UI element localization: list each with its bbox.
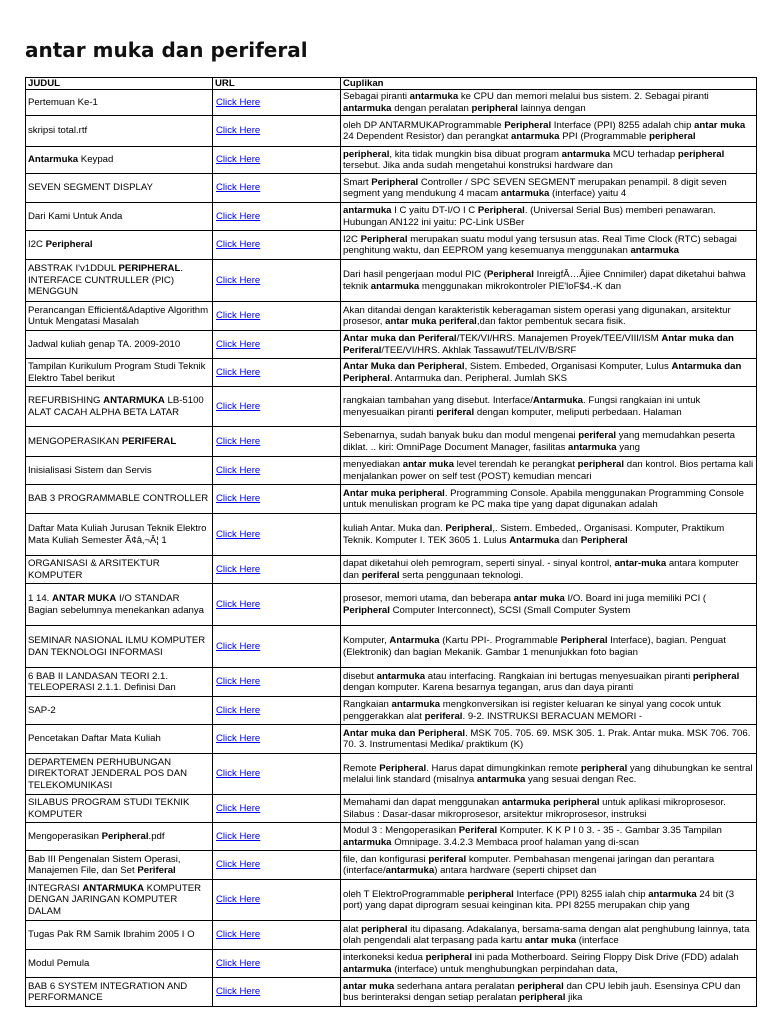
table-row: [26, 457, 757, 485]
cell-url: [213, 260, 341, 302]
cell-judul: Antarmuka Keypad: [26, 147, 213, 174]
click-here-link[interactable]: Click Here: [216, 957, 261, 969]
table-row: [26, 754, 757, 795]
table-row: [26, 697, 757, 725]
table-row: [26, 331, 757, 359]
cell-url: [213, 90, 341, 116]
click-here-link[interactable]: Click Here: [216, 859, 261, 871]
cell-cuplikan: Antar Muka dan Peripheral, Sistem. Embeded, Organisasi Komputer, Lulus Antarmuka dan Peripheral. Antarmuka dan. Peripheral. Jumlah SKS: [341, 359, 757, 387]
click-here-link[interactable]: Click Here: [216, 733, 261, 745]
table-row: [26, 231, 757, 260]
cell-judul: Daftar Mata Kuliah Jurusan Teknik Elektro Mata Kuliah Semester Ã¢â‚¬Â¦ 1: [26, 514, 213, 556]
click-here-link[interactable]: Click Here: [216, 400, 261, 412]
cell-url: [213, 823, 341, 851]
click-here-link[interactable]: Click Here: [216, 310, 261, 322]
cell-url: [213, 697, 341, 725]
click-here-link[interactable]: Click Here: [216, 704, 261, 716]
table-row: [26, 485, 757, 514]
cell-judul: Mengoperasikan Peripheral.pdf: [26, 823, 213, 851]
cell-cuplikan: Antar muka peripheral. Programming Console. Apabila menggunakan Programming Console untuk menuliskan program ke PC maka tipe yang dapat digunakan adalah: [341, 485, 757, 514]
click-here-link[interactable]: Click Here: [216, 435, 261, 447]
cell-url: [213, 485, 341, 514]
cell-url: [213, 359, 341, 387]
click-here-link[interactable]: Click Here: [216, 563, 261, 575]
table-row: [26, 626, 757, 668]
cell-cuplikan: menyediakan antar muka level terendah ke perangkat peripheral dan kontrol. Bios pertama kali menjalankan power on self test (POST) kemudian mencari: [341, 457, 757, 485]
cell-cuplikan: file, dan konfigurasi periferal komputer. Pembahasan mengenai jaringan dan perantara (interface/antarmuka) antara hardware (seperti chipset dan: [341, 851, 757, 880]
table-row: [26, 147, 757, 174]
click-here-link[interactable]: Click Here: [216, 182, 261, 194]
table-row: [26, 823, 757, 851]
cell-judul: INTEGRASI ANTARMUKA KOMPUTER DENGAN JARINGAN KOMPUTER DALAM: [26, 880, 213, 921]
table-row: [26, 427, 757, 457]
cell-url: [213, 921, 341, 950]
table-row: [26, 725, 757, 754]
cell-cuplikan: peripheral, kita tidak mungkin bisa dibuat program antarmuka MCU terhadap peripheral tersebut. Jika anda sudah mengetahui konstruksi hardware dan: [341, 147, 757, 174]
cell-judul: SEVEN SEGMENT DISPLAY: [26, 174, 213, 203]
cell-cuplikan: kuliah Antar. Muka dan. Peripheral,. Sistem. Embeded,. Organisasi. Komputer, Praktikum Teknik. Komputer I. TEK 3605 1. Lulus Antarmuka dan Peripheral: [341, 514, 757, 556]
cell-url: [213, 331, 341, 359]
cell-judul: Modul Pemula: [26, 950, 213, 978]
click-here-link[interactable]: Click Here: [216, 802, 261, 814]
cell-judul: I2C Peripheral: [26, 231, 213, 260]
cell-judul: skripsi total.rtf: [26, 116, 213, 147]
cell-url: [213, 231, 341, 260]
cell-cuplikan: oleh T ElektroProgrammable peripheral Interface (PPI) 8255 ialah chip antarmuka 24 bit (3 port) yang dapat diprogram sesuai keinginan kita. PPI 8255 merupakan chip yang: [341, 880, 757, 921]
cell-cuplikan: Akan ditandai dengan karakteristik keberagaman sistem operasi yang digunakan, arsitektur prosesor, antar muka periferal,dan faktor pembentuk secara fisik.: [341, 302, 757, 331]
cell-cuplikan: dapat diketahui oleh pemrogram, seperti sinyal. - sinyal kontrol, antar-muka antara komputer dan periferal serta penggunaan teknologi.: [341, 556, 757, 584]
cell-judul: Dari Kami Untuk Anda: [26, 203, 213, 231]
cell-url: [213, 514, 341, 556]
table-row: [26, 359, 757, 387]
click-here-link[interactable]: Click Here: [216, 154, 261, 166]
cell-judul: Jadwal kuliah genap TA. 2009-2010: [26, 331, 213, 359]
cell-url: [213, 795, 341, 823]
click-here-link[interactable]: Click Here: [216, 986, 261, 998]
cell-url: [213, 457, 341, 485]
click-here-link[interactable]: Click Here: [216, 768, 261, 780]
click-here-link[interactable]: Click Here: [216, 366, 261, 378]
click-here-link[interactable]: Click Here: [216, 528, 261, 540]
table-row: [26, 921, 757, 950]
table-row: [26, 556, 757, 584]
click-here-link[interactable]: Click Here: [216, 464, 261, 476]
cell-cuplikan: Sebenarnya, sudah banyak buku dan modul mengenai periferal yang memudahkan peserta diklat. .. kiri: OmniPage Document Manager, fasilitas antarmuka yang: [341, 427, 757, 457]
click-here-link[interactable]: Click Here: [216, 894, 261, 906]
click-here-link[interactable]: Click Here: [216, 493, 261, 505]
cell-url: [213, 851, 341, 880]
cell-judul: SEMINAR NASIONAL ILMU KOMPUTER DAN TEKNOLOGI INFORMASI: [26, 626, 213, 668]
cell-cuplikan: alat peripheral itu dipasang. Adakalanya, bersama-sama dengan alat penghubung lainnya, tata olah pengendali alat terpasang pada kartu antar muka (interface: [341, 921, 757, 950]
table-row: [26, 116, 757, 147]
table-row: [26, 584, 757, 626]
cell-judul: 6 BAB II LANDASAN TEORI 2.1. TELEOPERASI 2.1.1. Definisi Dan: [26, 668, 213, 697]
cell-url: [213, 302, 341, 331]
cell-judul: SILABUS PROGRAM STUDI TEKNIK KOMPUTER: [26, 795, 213, 823]
cell-url: [213, 556, 341, 584]
cell-url: [213, 950, 341, 978]
cell-cuplikan: disebut antarmuka atau interfacing. Rangkaian ini bertugas menyesuaikan piranti peripheral dengan komputer. Karena besarnya tegangan, arus dan daya piranti: [341, 668, 757, 697]
click-here-link[interactable]: Click Here: [216, 96, 261, 108]
cell-judul: MENGOPERASIKAN PERIFERAL: [26, 427, 213, 457]
click-here-link[interactable]: Click Here: [216, 239, 261, 251]
table-row: [26, 950, 757, 978]
table-row: [26, 978, 757, 1007]
cell-cuplikan: Smart Peripheral Controller / SPC SEVEN SEGMENT merupakan penampil. 8 digit seven segment yang mendukung 4 macam antarmuka (interface) yaitu 4: [341, 174, 757, 203]
click-here-link[interactable]: Click Here: [216, 210, 261, 222]
cell-judul: BAB 3 PROGRAMMABLE CONTROLLER: [26, 485, 213, 514]
cell-judul: ORGANISASI & ARSITEKTUR KOMPUTER: [26, 556, 213, 584]
cell-judul: 1 14. ANTAR MUKA I/O STANDAR Bagian sebelumnya menekankan adanya: [26, 584, 213, 626]
cell-cuplikan: Memahami dan dapat menggunakan antarmuka peripheral untuk aplikasi mikroprosesor. Silabus : Dasar-dasar mikroprosesor, arsitektur mikroprosesor, instruksi: [341, 795, 757, 823]
table-row: [26, 260, 757, 302]
cell-url: [213, 147, 341, 174]
cell-cuplikan: Modul 3 : Mengoperasikan Periferal Komputer. K K P I 0 3. - 35 -. Gambar 3.35 Tampilan antarmuka Omnipage. 3.4.2.3 Membaca proof halaman yang di-scan: [341, 823, 757, 851]
cell-cuplikan: rangkaian tambahan yang disebut. Interface/Antarmuka. Fungsi rangkaian ini untuk menyesuaikan piranti periferal dengan komputer, meliputi perbedaan. Halaman: [341, 387, 757, 427]
table-row: [26, 174, 757, 203]
cell-judul: Pencetakan Daftar Mata Kuliah: [26, 725, 213, 754]
cell-url: [213, 116, 341, 147]
cell-url: [213, 880, 341, 921]
cell-url: [213, 668, 341, 697]
cell-url: [213, 754, 341, 795]
table-row: [26, 387, 757, 427]
table-body: [26, 90, 757, 1007]
column-header-url: URL: [213, 78, 341, 90]
results-table: [25, 77, 757, 1007]
table-row: [26, 668, 757, 697]
click-here-link[interactable]: Click Here: [216, 929, 261, 941]
cell-cuplikan: interkoneksi kedua peripheral ini pada Motherboard. Seiring Floppy Disk Drive (FDD) adalah antarmuka (interface) untuk menghubungkan perpindahan data,: [341, 950, 757, 978]
cell-judul: Tampilan Kurikulum Program Studi Teknik Elektro Tabel berikut: [26, 359, 213, 387]
cell-cuplikan: Remote Peripheral. Harus dapat dimungkinkan remote peripheral yang dihubungkan ke sentral melalui link standard (misalnya antarmuka yang sesuai dengan Rec.: [341, 754, 757, 795]
cell-url: [213, 174, 341, 203]
table-row: [26, 203, 757, 231]
cell-judul: Perancangan Efficient&Adaptive Algorithm Untuk Mengatasi Masalah: [26, 302, 213, 331]
table-row: [26, 851, 757, 880]
click-here-link[interactable]: Click Here: [216, 830, 261, 842]
cell-judul: Tugas Pak RM Samik Ibrahim 2005 I O: [26, 921, 213, 950]
cell-url: [213, 584, 341, 626]
cell-cuplikan: prosesor, memori utama, dan beberapa antar muka I/O. Board ini juga memiliki PCI ( Peripheral Computer Interconnect), SCSI (Small Computer System: [341, 584, 757, 626]
cell-cuplikan: Dari hasil pengerjaan modul PIC (Peripheral InreigfÂ…Âjiee Cnnimiler) dapat diketahui bahwa teknik antarmuka menggunakan mikrokontroler PIE'loF$4.-K dan: [341, 260, 757, 302]
cell-judul: BAB 6 SYSTEM INTEGRATION AND PERFORMANCE: [26, 978, 213, 1007]
cell-cuplikan: Komputer, Antarmuka (Kartu PPI-. Programmable Peripheral Interface), bagian. Penguat (Elektronik) dan bagian Mekanik. Gambar 1 menunjukkan foto bagian: [341, 626, 757, 668]
table-row: [26, 795, 757, 823]
table-row: [26, 880, 757, 921]
cell-judul: SAP-2: [26, 697, 213, 725]
cell-url: [213, 427, 341, 457]
cell-cuplikan: antarmuka I C yaitu DT-I/O I C Peripheral. (Universal Serial Bus) memberi penawaran. Hubungan AN122 ini yaitu: PC-Link USBer: [341, 203, 757, 231]
table-row: [26, 514, 757, 556]
cell-cuplikan: Antar muka dan Periferal/TEK/VI/HRS. Manajemen Proyek/TEE/VIII/ISM Antar muka dan Periferal/TEE/VI/HRS. Akhlak Tassawuf/TEL/IV/B/SRF: [341, 331, 757, 359]
cell-url: [213, 203, 341, 231]
cell-judul: ABSTRAK I'v1DDUL PERIPHERAL. INTERFACE CUNTRULLER (PIC) MENGGUN: [26, 260, 213, 302]
click-here-link[interactable]: Click Here: [216, 676, 261, 688]
cell-url: [213, 387, 341, 427]
cell-judul: Inisialisasi Sistem dan Servis: [26, 457, 213, 485]
click-here-link[interactable]: Click Here: [216, 598, 261, 610]
cell-judul: DEPARTEMEN PERHUBUNGAN DIREKTORAT JENDERAL POS DAN TELEKOMUNIKASI: [26, 754, 213, 795]
cell-judul: Bab III Pengenalan Sistem Operasi, Manajemen File, dan Set Periferal: [26, 851, 213, 880]
cell-cuplikan: antar muka sederhana antara peralatan peripheral dan CPU lebih jauh. Esensinya CPU dan bus berinteraksi dengan setiap peralatan peripheral jika: [341, 978, 757, 1007]
cell-cuplikan: oleh DP ANTARMUKAProgrammable Peripheral Interface (PPI) 8255 adalah chip antar muka 24 Dependent Resistor) dan perangkat antarmuka PPI (Programmable peripheral: [341, 116, 757, 147]
cell-cuplikan: Sebagai piranti antarmuka ke CPU dan memori melalui bus sistem. 2. Sebagai piranti antarmuka dengan peralatan peripheral lainnya dengan: [341, 90, 757, 116]
column-header-judul: JUDUL: [26, 78, 213, 90]
column-header-cuplikan: Cuplikan: [341, 78, 757, 90]
table-row: [26, 302, 757, 331]
click-here-link[interactable]: Click Here: [216, 338, 261, 350]
cell-url: [213, 725, 341, 754]
cell-url: [213, 978, 341, 1007]
click-here-link[interactable]: Click Here: [216, 125, 261, 137]
cell-judul: Pertemuan Ke-1: [26, 90, 213, 116]
cell-url: [213, 626, 341, 668]
table-row: [26, 90, 757, 116]
cell-judul: REFURBISHING ANTARMUKA LB-5100 ALAT CACAH ALPHA BETA LATAR: [26, 387, 213, 427]
table-header-row: [26, 78, 757, 90]
click-here-link[interactable]: Click Here: [216, 640, 261, 652]
cell-cuplikan: I2C Peripheral merupakan suatu modul yang tersusun atas. Real Time Clock (RTC) sebagai penghitung waktu, dan EEPROM yang kesemuanya menggunakan antarmuka: [341, 231, 757, 260]
cell-cuplikan: Rangkaian antarmuka mengkonversikan isi register keluaran ke sinyal yang cocok untuk penggerakkan alat periferal. 9-2. INSTRUKSI BERACUAN MEMORI -: [341, 697, 757, 725]
page-title: antar muka dan periferal: [25, 38, 308, 62]
click-here-link[interactable]: Click Here: [216, 274, 261, 286]
cell-cuplikan: Antar muka dan Peripheral. MSK 705. 705. 69. MSK 305. 1. Prak. Antar muka. MSK 706. 706. 70. 3. Instrumentasi Medika/ praktikum (K): [341, 725, 757, 754]
